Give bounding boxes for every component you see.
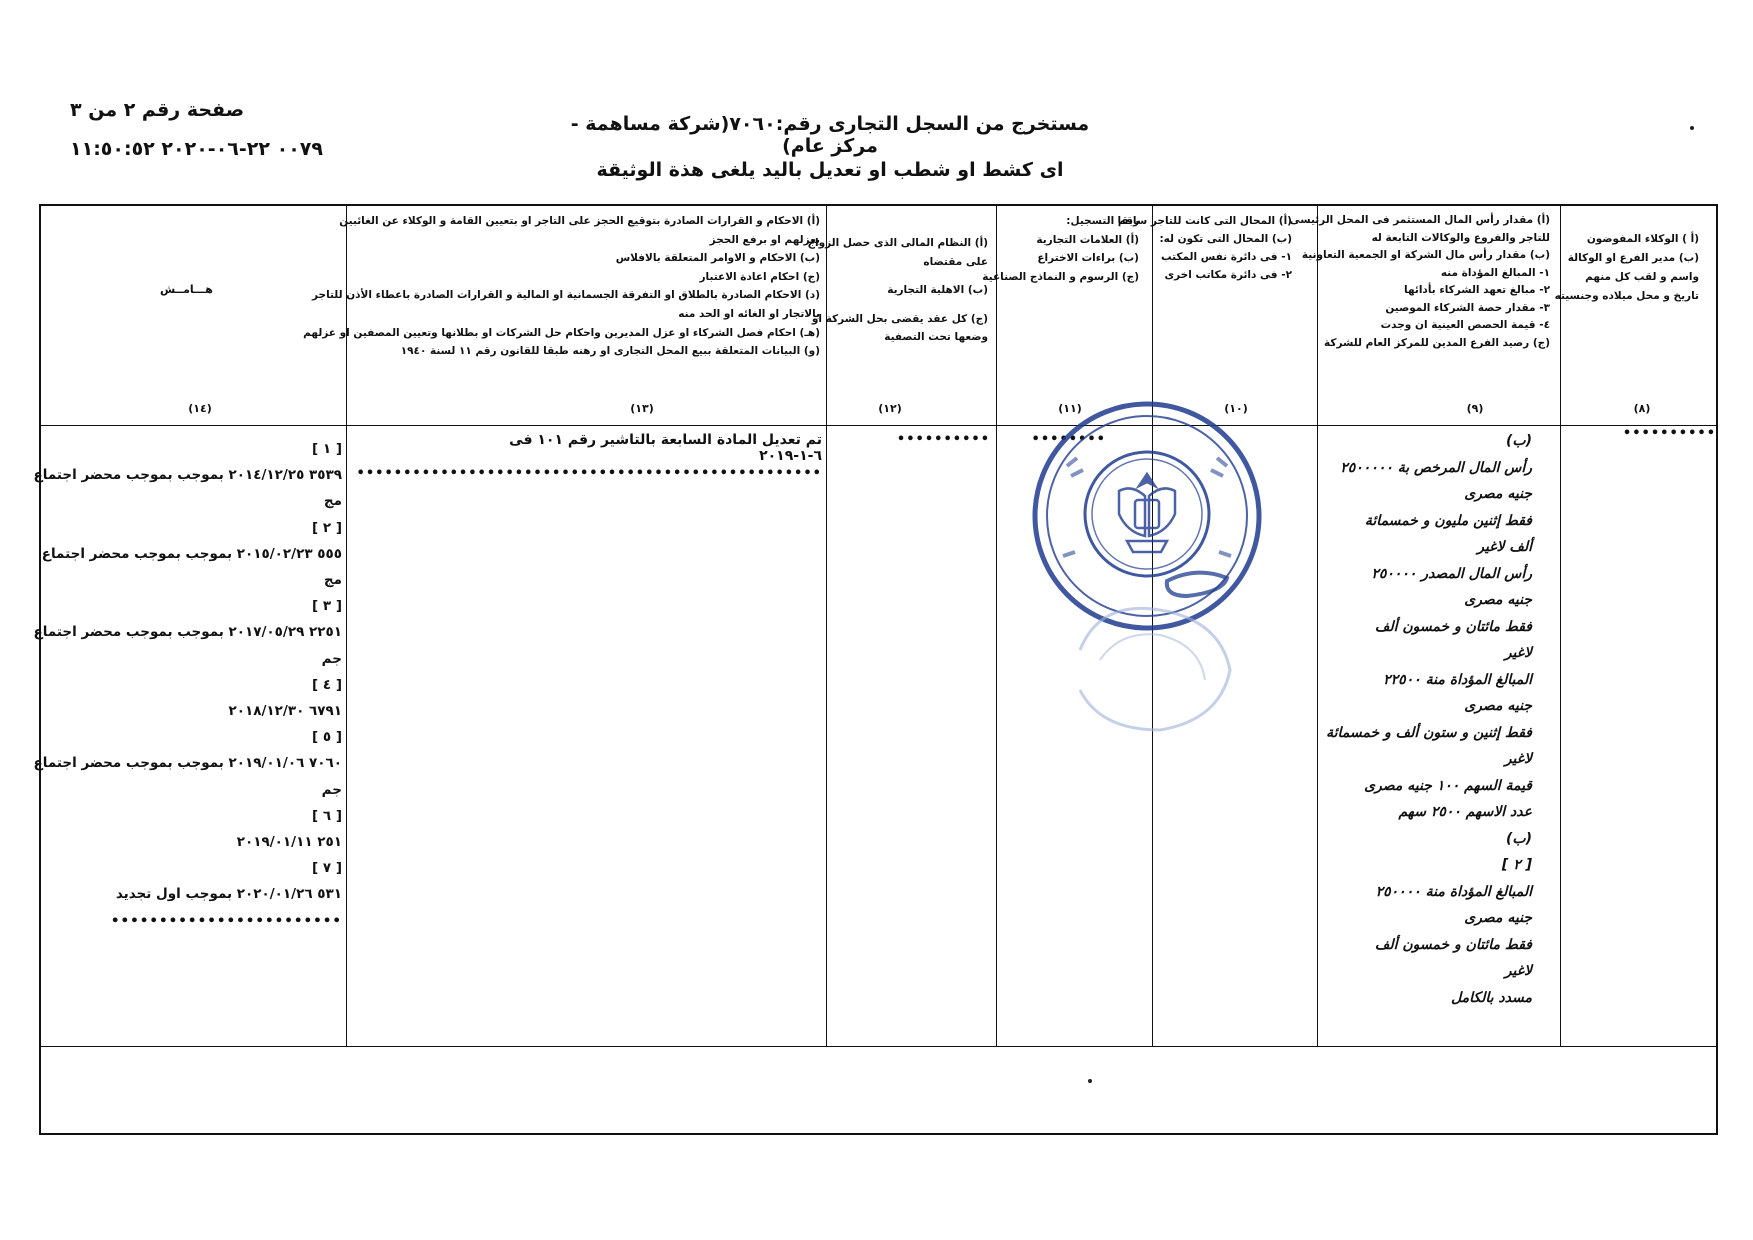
- amendment-note: تم تعديل المادة السابعة بالتاشير رقم ١٠١ فى ٦-١-٢٠١٩: [509, 432, 822, 464]
- header-line: (أ) النظام المالى الذى حصل الزواج: [807, 237, 988, 249]
- column-number-13: (١٣): [630, 402, 654, 415]
- header-line: (أ) المحال التى كانت للتاجر سابقا: [1117, 215, 1292, 227]
- header-line: ١- فى دائرة نفس المكتب: [1161, 251, 1292, 263]
- header-line: (أ) العلامات التجارية: [1036, 233, 1139, 246]
- header-line: ٢- فى دائرة مكاتب اخرى: [1164, 269, 1292, 281]
- capital-line: ألف لاغير: [1477, 539, 1532, 555]
- column-header-8: [1555, 230, 1699, 306]
- capital-line: لاغير: [1504, 645, 1532, 661]
- margin-line: جم: [321, 650, 342, 667]
- stray-mark: [1690, 126, 1694, 130]
- margin-line: [ ٥ ]: [312, 729, 342, 746]
- capital-line: لاغير: [1504, 963, 1532, 979]
- spacer: [807, 300, 988, 310]
- capital-line: (ب): [1506, 433, 1532, 449]
- margin-line: مج: [323, 493, 342, 510]
- header-line: (و) البيانات المتعلقة ببيع المحل التجارى او رهنه طبقا للقانون رقم ١١ لسنة ١٩٤٠: [400, 345, 820, 358]
- document-warning: اى كشط او شطب او تعديل باليد يلغى هذة الوثيقة: [596, 159, 1064, 181]
- capital-line: المبالغ المؤداة منة ٢٥٠٠٠٠: [1375, 883, 1532, 900]
- header-line: (ج) كل عقد يقضى بحل الشركة او: [811, 312, 988, 325]
- header-line: واسم و لقب كل منهم: [1585, 271, 1699, 283]
- column-number-12: (١٢): [878, 402, 902, 415]
- header-line: (ج) الرسوم و النماذج الصناعية: [982, 270, 1139, 283]
- capital-line: [ ٢ ]: [1501, 857, 1532, 873]
- header-line: ٣- مقدار حصة الشركاء الموصين: [1385, 301, 1550, 314]
- separator-dots: ••••••••••••••••••••••••••••••••••••••••••••••••••: [356, 466, 822, 481]
- header-line: (أ ) الوكلاء المفوضون: [1586, 233, 1699, 245]
- capital-cell: [1320, 428, 1532, 1011]
- capital-line: فقط مائتان و خمسون ألف: [1374, 936, 1532, 953]
- column-header-10: [1117, 212, 1292, 284]
- header-line: بالاتجار او الغائه او الحد منه: [678, 307, 820, 320]
- spacer: [807, 271, 988, 281]
- header-line: ٢- مبالغ تعهد الشركاء بأدائها: [1404, 284, 1550, 296]
- capital-line: لاغير: [1504, 751, 1532, 767]
- capital-line: جنيه مصرى: [1464, 910, 1532, 926]
- margin-line: [ ٣ ]: [312, 598, 342, 615]
- capital-line: المبالغ المؤداة منة ٢٢٥٠٠: [1383, 671, 1532, 688]
- margin-line: [ ٤ ]: [312, 676, 342, 693]
- margin-line: [ ٢ ]: [312, 519, 342, 536]
- header-line: بعزلهم او برفع الحجز: [709, 233, 820, 246]
- margin-line: ••••••••••••••••••••••••: [110, 912, 342, 929]
- header-line: (ب) الاهلية التجارية: [887, 284, 988, 296]
- capital-line: جنيه مصرى: [1464, 486, 1532, 502]
- header-line: وضعها تحت التصفية: [884, 331, 988, 343]
- margin-line: [ ١ ]: [312, 441, 342, 457]
- header-line: (ج) احكام اعادة الاعتبار: [699, 270, 820, 283]
- column-number-14: (١٤): [188, 402, 212, 415]
- faint-seal-icon: [1060, 590, 1240, 740]
- header-line: (أ) الاحكام و القرارات الصادرة بتوقيع الحجز على التاجر او بتعيين القامة و الوكلاء عن الغائبين: [339, 215, 820, 227]
- header-line: (ب) مدير الفرع او الوكالة: [1567, 252, 1699, 264]
- capital-line: فقط مائتان و خمسون ألف: [1374, 618, 1532, 635]
- header-line: (ج) رصيد الفرع المدين للمركز العام للشركة: [1324, 336, 1550, 349]
- capital-line: جنيه مصرى: [1464, 698, 1532, 714]
- margin-line: ٥٣١ ٢٠٢٠/٠١/٢٦ بموجب اول تجديد: [115, 886, 342, 903]
- header-line: (أ) مقدار رأس المال المستثمر فى المحل الرئيسى: [1289, 214, 1550, 226]
- header-line: (ب) الاحكام و الاوامر المتعلقة بالافلاس: [615, 252, 820, 265]
- column-header-13: [303, 212, 820, 361]
- capital-line: رأس المال المرخص بة ٢٥٠٠٠٠٠: [1340, 459, 1532, 476]
- column-header-12: [807, 234, 988, 347]
- column-number-9: (٩): [1466, 402, 1484, 415]
- column-number-10: (١٠): [1224, 402, 1248, 415]
- margin-line: ٣٥٣٩ ٢٠١٤/١٢/٢٥ بموجب بموجب محضر اجتماع: [33, 467, 342, 484]
- capital-line: رأس المال المصدر ٢٥٠٠٠٠: [1371, 565, 1532, 582]
- capital-line: مسدد بالكامل: [1451, 989, 1532, 1006]
- margin-line: [ ٦ ]: [312, 807, 342, 824]
- agents-cell: ••••••••••: [1622, 426, 1716, 441]
- margin-line: جم: [321, 781, 342, 798]
- header-line: للتاجر والفروع والوكالات التابعة له: [1371, 231, 1550, 244]
- footer-separator: [39, 1046, 1718, 1047]
- header-line: (ب) براءات الاختراع: [1037, 252, 1139, 264]
- document-title: مستخرج من السجل التجارى رقم:٧٠٦٠(شركة مساهمة - مركز عام): [570, 113, 1090, 157]
- page-number: صفحة رقم ٢ من ٣: [70, 99, 245, 121]
- header-line: ٤- قيمة الحصص العينية ان وجدت: [1380, 319, 1550, 331]
- column-divider: [996, 204, 997, 1046]
- column-number-8: (٨): [1633, 402, 1651, 415]
- legal-status-cell: ••••••••••: [896, 432, 990, 447]
- margin-line: ٢٥١ ٢٠١٩/٠١/١١: [236, 834, 342, 851]
- capital-line: عدد الاسهم ٢٥٠٠ سهم: [1398, 804, 1532, 820]
- margin-line: ٦٧٩١ ٢٠١٨/١٢/٣٠: [228, 703, 342, 720]
- capital-line: فقط إثنين مليون و خمسمائة: [1364, 512, 1532, 529]
- capital-line: (ب): [1506, 830, 1532, 847]
- stray-mark: [1088, 1079, 1092, 1083]
- rulings-cell: [356, 432, 822, 481]
- margin-line: مج: [323, 572, 342, 589]
- header-line: (ب) مقدار رأس مال الشركة او الجمعية التعاونية: [1301, 249, 1550, 261]
- capital-line: قيمة السهم ١٠٠ جنيه مصرى: [1364, 777, 1532, 794]
- margin-cell: [20, 436, 342, 934]
- margin-line: [ ٧ ]: [312, 860, 342, 877]
- header-line: على مقتضاه: [923, 255, 988, 268]
- header-line: ١- المبالغ المؤداة منه: [1440, 266, 1550, 279]
- registration-cell: ••••••••: [1031, 432, 1106, 447]
- header-line: (د) الاحكام الصادرة بالطلاق او التفرقة الجسمانية او المالية و القرارات الصادرة باعطاء الأذن للتاجر: [311, 289, 820, 302]
- column-header-14: [160, 280, 213, 299]
- column-header-11: [982, 212, 1139, 286]
- header-line: (ب) المحال التى تكون له:: [1159, 233, 1292, 245]
- column-number-11: (١١): [1058, 402, 1082, 415]
- margin-line: ٢٢٥١ ٢٠١٧/٠٥/٢٩ بموجب بموجب محضر اجتماع: [33, 624, 342, 641]
- header-separator: [39, 425, 1718, 426]
- reference-timestamp: ٠٠٧٩ ٢٢-٠٦-٢٠٢٠ ١١:٥٠:٥٢: [70, 138, 323, 160]
- margin-line: ٥٥٥ ٢٠١٥/٠٢/٢٣ بموجب بموجب محضر اجتماع: [41, 545, 342, 562]
- margin-title: هـــامــش: [160, 283, 213, 296]
- column-divider: [1560, 204, 1561, 1046]
- capital-line: فقط إثنين و ستون ألف و خمسمائة: [1326, 724, 1532, 741]
- column-header-9: [1290, 212, 1550, 352]
- capital-line: جنيه مصرى: [1464, 592, 1532, 608]
- margin-line: ٧٠٦٠ ٢٠١٩/٠١/٠٦ بموجب بموجب محضر اجتماع: [33, 755, 342, 772]
- header-line: تاريخ و محل ميلاده وجنسيته: [1554, 290, 1699, 302]
- header-line: (هـ) احكام فصل الشركاء او عزل المديرين واحكام حل الشركات او بطلانها وتعيين المصفين او عزلهم: [303, 326, 820, 339]
- header-line: رقم التسجيل:: [1066, 215, 1139, 227]
